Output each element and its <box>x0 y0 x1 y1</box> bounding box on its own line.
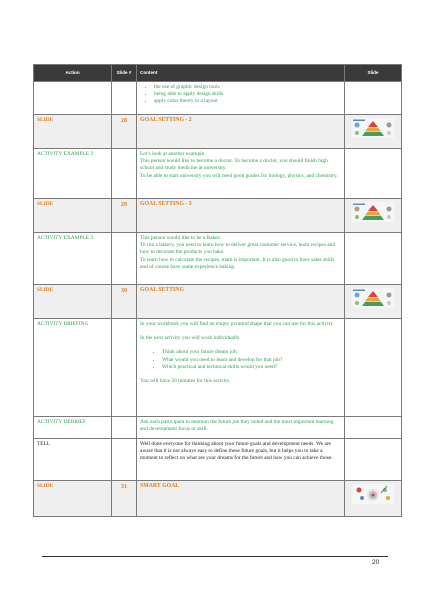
action-cell: SLIDE <box>34 199 112 233</box>
slide-number-cell <box>112 149 137 199</box>
paragraph: To run a bakery, you need to learn how to deliver great customer service, learn recipes and how to decorate the products you bake. <box>140 242 336 256</box>
slide-title: GOAL SETTING - 2 <box>137 115 345 149</box>
action-cell: SLIDE <box>34 285 112 319</box>
list-item: • Think about your future dream job. <box>162 349 341 356</box>
table-row <box>34 233 402 285</box>
action-cell: ACTIVITY DEBRIEF <box>34 417 112 439</box>
paragraph: Let’s look at another example. <box>140 151 206 157</box>
content-cell <box>137 82 345 115</box>
slide-number-cell <box>112 82 137 115</box>
smart-goal-slide-thumbnail-icon <box>352 484 394 504</box>
slide-number-cell: 28 <box>112 115 137 149</box>
list-item: • What would you need to learn and develop for that job? <box>162 357 341 364</box>
table-row <box>34 481 402 517</box>
slide-cell <box>345 233 402 285</box>
slide-cell <box>345 417 402 439</box>
paragraph: You will have 20 minutes for this activity. <box>140 378 231 385</box>
slide-cell <box>345 481 402 517</box>
lesson-plan-table <box>33 64 402 517</box>
paragraph: This person would like to become a doctor. To become a doctor, you should finish high school and study medicine at university. <box>140 158 328 172</box>
slide-title: SMART GOAL <box>137 481 345 517</box>
slide-number-cell <box>112 417 137 439</box>
pyramid-slide-thumbnail-icon <box>352 118 394 138</box>
header-slide-number: Slide # <box>112 65 137 82</box>
slide-number-cell: 30 <box>112 285 137 319</box>
slide-number-cell <box>112 439 137 481</box>
table-row <box>34 417 402 439</box>
paragraph: This person would like to be a Baker. <box>140 235 221 241</box>
action-cell: TELL <box>34 439 112 481</box>
slide-cell <box>345 439 402 481</box>
action-cell <box>34 82 112 115</box>
table-row <box>34 82 402 115</box>
action-cell: ACTIVITY EXAMPLE 2 <box>34 149 112 199</box>
list-item: • Which practical and technical skills would you need? <box>162 364 341 371</box>
paragraph: To learn how to calculate the recipes, math is important. It is also good to have sales skills and of course have some experience baking. <box>140 256 335 270</box>
list-item: • apply color theory to a layout <box>154 98 341 105</box>
table-row <box>34 439 402 481</box>
slide-title: GOAL SETTING <box>137 285 345 319</box>
action-cell: ACTIVITY BRIEFING <box>34 319 112 417</box>
paragraph: To be able to start university you will need good grades for biology, physics, and chemistry. <box>140 172 338 179</box>
action-cell: ACTIVITY EXAMPLE 3 <box>34 233 112 285</box>
paragraph: In the next activity you will work individually. <box>140 335 241 342</box>
action-cell: SLIDE <box>34 481 112 517</box>
table-row <box>34 149 402 199</box>
slide-number-cell: 29 <box>112 199 137 233</box>
pyramid-slide-thumbnail-icon <box>352 288 394 308</box>
slide-cell <box>345 319 402 417</box>
paragraph: In your workbook you will find an empty pyramid shape that you can use for this activity. <box>140 321 334 327</box>
list-item: • being able to apply design skills <box>154 91 341 98</box>
content-cell <box>137 149 345 199</box>
list-item: • the use of graphic design tools <box>154 84 341 91</box>
content-cell <box>137 233 345 285</box>
slide-cell <box>345 285 402 319</box>
slide-number-cell: 31 <box>112 481 137 517</box>
content-cell: Well done everyone for thinking about your future goals and development needs. We are aware that it is not always easy to define these future goals, but it helps you to take a moment to reflect on what are your dreams for the future and how you can achieve those. <box>137 439 345 481</box>
header-action: Action <box>34 65 112 82</box>
slide-number-cell <box>112 233 137 285</box>
slide-cell <box>345 199 402 233</box>
slide-cell <box>345 115 402 149</box>
slide-number-cell <box>112 319 137 417</box>
page-number: 20 <box>372 559 380 566</box>
header-slide: Slide <box>345 65 402 82</box>
table-row <box>34 319 402 417</box>
table-row <box>34 199 402 233</box>
slide-cell <box>345 149 402 199</box>
footer-rule <box>42 556 388 557</box>
slide-cell <box>345 82 402 115</box>
content-cell <box>137 319 345 417</box>
pyramid-slide-thumbnail-icon <box>352 202 394 222</box>
header-content: Content <box>137 65 345 82</box>
table-row <box>34 285 402 319</box>
table-row <box>34 115 402 149</box>
table-header-row <box>34 65 402 82</box>
action-cell: SLIDE <box>34 115 112 149</box>
slide-title: GOAL SETTING - 3 <box>137 199 345 233</box>
content-cell: Ask each participant to mention the future job they noted and the most important learning and development focus or skill. <box>137 417 345 439</box>
